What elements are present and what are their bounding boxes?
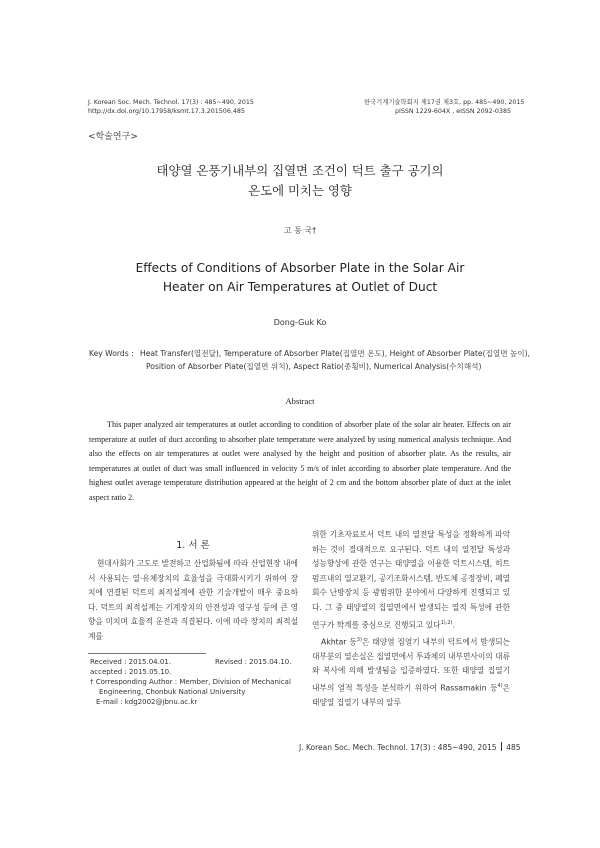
citation-1-2: 1),2) (440, 619, 453, 626)
footer-separator (501, 742, 503, 751)
intro-paragraph-1-continued: 위한 기초자료로서 덕트 내의 열전달 특성을 정확하게 파악하는 것이 절대적으로 요구된다. 덕트 내의 열전달 특성과 성능향상에 관한 연구는 태양열을 이용한 덕트시스템, 히트 펌프내의 열교환기, 공기조화시스템, 반도체 공정장비, 폐열회수 난방장치 등 광범위한 분야에서 다양하게 진행되고 있다. 그 중 태양열의 집열면에서 발생되는 열적 특성에 관한 연구가 학계를 중심으로 진행되고 있다$^{1),2)}$. (312, 530, 510, 630)
english-title (0, 259, 600, 297)
intro-paragraph-1: 현대사회가 고도로 발전하고 산업화됨에 따라 산업현장 내에서 사용되는 열·유체장치의 효율성을 극대화시키기 위하여 장치에 연결된 덕트의 최적설계에 관한 기술개발이 매우 중요하다. 덕트의 최적설계는 기계장치의 안전성과 영구성 등에 큰 영향을 미치며 효율적 운전과 직결된다. 이에 따라 장치의 최적설계를 (88, 559, 298, 641)
english-title-line-1: Effects of Conditions of Absorber Plate in the Solar Air (135, 261, 465, 275)
issn-line: pISSN 1229-604X , eISSN 2092-0385 (395, 108, 511, 115)
keywords-label: Key Words : (89, 349, 134, 358)
keywords-block (89, 348, 551, 374)
citation-3: 3) (356, 636, 362, 643)
english-author: Dong-Guk Ko (273, 318, 327, 327)
footnote-block (90, 657, 300, 707)
corresponding-email[interactable]: E-mail : kdg2002@jbnu.ac.kr (96, 698, 198, 706)
citation-4: 4) (497, 683, 503, 690)
footnote-dates-row (90, 657, 300, 667)
article-category: <학술연구> (88, 132, 138, 142)
intro-right-column (312, 528, 510, 711)
korean-author: 고 동 국† (283, 226, 317, 235)
received-date: Received : 2015.04.01. (90, 658, 171, 666)
intro-left-column (88, 557, 298, 645)
keywords-text: Heat Transfer(열전달), Temperature of Absorber Plate(집열면 온도), Height of Absorber Plate(집열면 높이), Position of Absorber Plate(집열면 위치), Aspect Ratio(종횡비), Numerical Analysis(수치해석) (140, 349, 531, 371)
abstract-heading: Abstract (285, 396, 315, 406)
footnote-divider (88, 653, 206, 654)
footer-citation: J. Korean Soc. Mech. Technol. 17(3) : 485~490, 2015 (299, 743, 497, 752)
korean-title (0, 161, 600, 201)
doi-link[interactable]: http://dx.doi.org/10.17958/ksmt.17.3.201506.485 (88, 108, 245, 115)
journal-citation-korean: 한국기계기술학회지 제17권 제3호, pp. 485~490, 2015 (364, 99, 525, 106)
journal-citation-header: J. Korean Soc. Mech. Technol. 17(3) : 485~490, 2015 (88, 99, 254, 106)
corresponding-author: † Corresponding Author : Member, Division of Mechanical (90, 678, 291, 686)
intro-paragraph-2: Akhtar 등$^{3)}$은 태양열 집열기 내부의 덕트에서 발생되는 대부분의 열손실은 집열면에서 투과체의 내부면사이의 대류와 복사에 의해 발생됨을 입증하였다. 또한 태양열 집열기 내부의 열적 특성을 분석하기 위하여 Rassamakin 등$^{4)}$은 태양열 집열기 내부의 알루 (312, 636, 510, 708)
english-title-line-2: Heater on Air Temperatures at Outlet of Duct (162, 280, 438, 294)
accepted-date: accepted : 2015.05.10. (90, 668, 172, 676)
abstract-text: This paper analyzed air temperatures at outlet according to condition of absorber plate of the solar air heater. Effects on air temperature at outlet of duct according to absorber plate temperature were analyzed by using numerical analysis technique. And also the effects on air temperatures at outlet were analysed by the height and position of absorber plate. As the results, air temperatures at outlet of duct was small influenced in velocity 5 m/s of inlet according to absorber plate temperature. And the highest outlet average temperature distribution appeared at the height of 2 cm and the bottom absorber plate of duct at the inlet aspect ratio 2. (89, 420, 511, 502)
corresponding-affiliation: Engineering, Chonbuk National University (99, 688, 246, 696)
korean-title-line-2: 온도에 미치는 영향 (248, 183, 352, 198)
page-number: 485 (506, 743, 521, 752)
korean-title-line-1: 태양열 온풍기내부의 집열면 조건이 덕트 출구 공기의 (156, 163, 444, 178)
section-heading-introduction: 1. 서 론 (176, 540, 210, 551)
revised-date: Revised : 2015.04.10. (215, 658, 292, 666)
page-footer (299, 742, 521, 752)
